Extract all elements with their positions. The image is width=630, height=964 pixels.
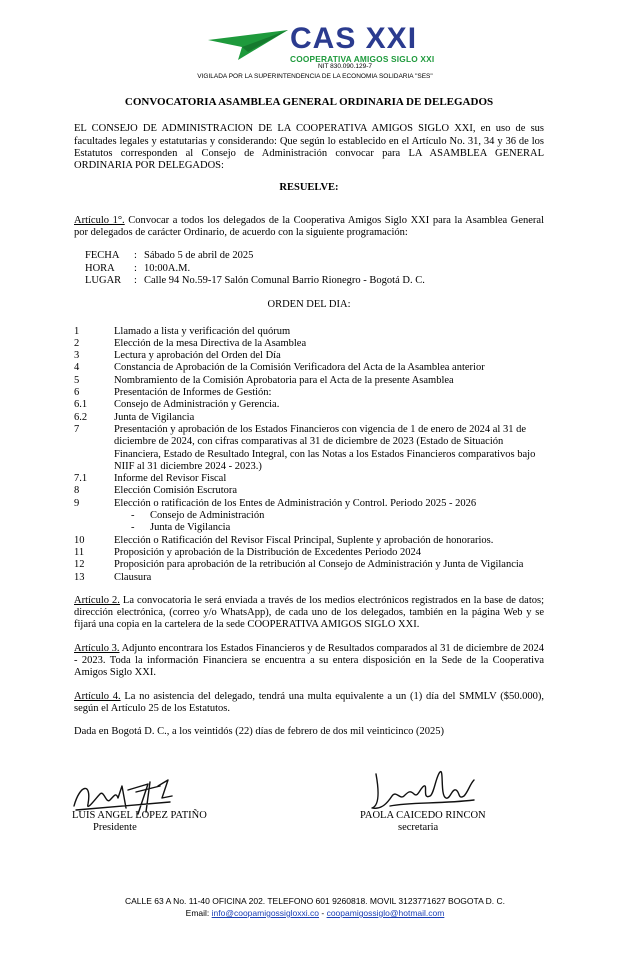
email-link-hotmail[interactable]: coopamigossiglo@hotmail.com bbox=[326, 908, 445, 918]
article-3-label: Artículo 3. bbox=[74, 642, 120, 654]
program-schedule bbox=[85, 250, 544, 287]
article-2-label: Artículo 2. bbox=[74, 594, 120, 606]
list-item: 10 Elección o Ratificación del Revisor Fiscal Principal, Suplente y aprobación de honorarios. bbox=[74, 534, 494, 546]
list-item: 11 Proposición y aprobación de la Distribución de Excedentes Periodo 2024 bbox=[74, 546, 422, 558]
article-4-text: La no asistencia del delegado, tendrá una multa equivalente a un (1) día del SMMLV ($50.000), según el Artículo 25 de los Estatutos. bbox=[74, 690, 544, 714]
footer bbox=[0, 895, 630, 919]
program-row-lugar: LUGAR : Calle 94 No.59-17 Salón Comunal Barrio Rionegro - Bogotá D. C. bbox=[85, 274, 425, 286]
article-1 bbox=[74, 215, 544, 240]
brand-subtitle: COOPERATIVA AMIGOS SIGLO XXI bbox=[290, 54, 435, 64]
list-item: 9 Elección o ratificación de los Entes de Administración y Control. Periodo 2025 - 2026 bbox=[74, 497, 477, 509]
article-4 bbox=[74, 691, 544, 716]
list-item: 6.2 Junta de Vigilancia bbox=[74, 411, 195, 423]
list-item: 1 Llamado a lista y verificación del quórum bbox=[74, 325, 291, 337]
signer-role: secretaria bbox=[398, 822, 439, 833]
footer-email: Email: info@coopamigossigloxxi.co - coopamigossiglo@hotmail.com bbox=[185, 908, 445, 918]
list-subitem: - Consejo de Administración bbox=[131, 510, 265, 522]
supervision-note: VIGILADA POR LA SUPERINTENDENCIA DE LA ECONOMIA SOLIDARIA "SES" bbox=[197, 73, 433, 80]
footer-address: CALLE 63 A No. 11-40 OFICINA 202. TELEFONO 601 9260818. MOVIL 3123771627 BOGOTA D. C. bbox=[124, 896, 506, 906]
program-label: FECHA bbox=[85, 250, 120, 262]
signer-name: LUIS ANGEL LOPEZ PATIÑO bbox=[72, 810, 207, 821]
email-link-info[interactable]: info@coopamigossigloxxi.co bbox=[211, 908, 320, 918]
list-item: 8 Elección Comisión Escrutora bbox=[74, 485, 238, 497]
document-body bbox=[74, 96, 544, 749]
list-item: 7.1 Informe del Revisor Fiscal bbox=[74, 473, 227, 485]
program-value: Calle 94 No.59-17 Salón Comunal Barrio Rionegro - Bogotá D. C. bbox=[144, 274, 425, 286]
article-2 bbox=[74, 595, 544, 632]
list-subitem: - Junta de Vigilancia bbox=[131, 522, 231, 534]
list-item: 3 Lectura y aprobación del Orden del Día bbox=[74, 350, 281, 362]
orden-del-dia-list bbox=[74, 326, 544, 584]
article-4-label: Artículo 4. bbox=[74, 690, 121, 702]
program-label: HORA bbox=[85, 262, 115, 274]
resuelve-heading: RESUELVE: bbox=[279, 182, 339, 194]
nit-number: NIT 830.090.129-7 bbox=[317, 63, 373, 70]
list-item: 6.1 Consejo de Administración y Gerencia. bbox=[74, 399, 280, 411]
article-1-text: Convocar a todos los delegados de la Cooperativa Amigos Siglo XXI para la Asamblea General por delegados de carácter Ordinario, de acuerdo con la siguiente programación: bbox=[74, 214, 544, 239]
list-item: 6 Presentación de Informes de Gestión: bbox=[74, 387, 272, 399]
list-item: 7 Presentación y aprobación de los Estados Financieros con vigencia de 1 de enero de 2024 al 31 de diciembre de 2024, con cifras comparativas al 31 de diciembre de 2023 (Estado de Situación Financiera, Estado de Resultado Integral, con las Notas a los Estados Financieros comparativos bajo NIIF al 31 diciembre 2024 - 2023.) bbox=[74, 423, 536, 472]
signature-left bbox=[72, 810, 207, 834]
list-item: 5 Nombramiento de la Comisión Aprobatoria para el Acta de la presente Asamblea bbox=[74, 374, 454, 386]
intro-paragraph: EL CONSEJO DE ADMINISTRACION DE LA COOPERATIVA AMIGOS SIGLO XXI, en uso de sus facultades legales y estatutarias y considerando: Que según lo establecido en el Artículo No. 31, 34 y 36 de los Estatutos corresponden al Consejo de Administración convocar para LA ASAMBLEA GENERAL ORDINARIA POR DELEGADOS: bbox=[74, 123, 544, 172]
signer-name: PAOLA CAICEDO RINCON bbox=[360, 810, 486, 821]
list-item: 12 Proposición para aprobación de la retribución al Consejo de Administración y Junta de Vigilancia bbox=[74, 559, 524, 571]
article-1-label: Artículo 1°. bbox=[74, 214, 125, 226]
logo-wing-icon bbox=[208, 30, 288, 60]
signature-right-image bbox=[370, 766, 480, 814]
signer-role: Presidente bbox=[93, 822, 137, 833]
document-title: CONVOCATORIA ASAMBLEA GENERAL ORDINARIA DE DELEGADOS bbox=[124, 96, 494, 108]
program-value: Sábado 5 de abril de 2025 bbox=[144, 250, 254, 262]
signature-right bbox=[360, 810, 486, 834]
list-item: 2 Elección de la mesa Directiva de la Asamblea bbox=[74, 337, 307, 349]
date-line: Dada en Bogotá D. C., a los veintidós (22) días de febrero de dos mil veinticinco (2025) bbox=[74, 726, 445, 738]
program-row-fecha: FECHA : Sábado 5 de abril de 2025 bbox=[85, 250, 254, 262]
article-2-text: La convocatoria le será enviada a través de los medios electrónicos registrados en la base de datos; dirección electrónica, (correo y/o WhatsApp), de cada uno de los delegados, también en la página Web y se fijará una copia en la cartelera de la sede COOPERATIVA AMIGOS SIGLO XXI. bbox=[74, 594, 544, 631]
list-item: 13 Clausura bbox=[74, 571, 152, 583]
orden-del-dia-heading: ORDEN DEL DIA: bbox=[267, 299, 351, 311]
letterhead bbox=[0, 18, 630, 86]
program-value: 10:00A.M. bbox=[144, 262, 191, 274]
program-row-hora: HORA : 10:00A.M. bbox=[85, 262, 191, 274]
article-3 bbox=[74, 643, 544, 680]
article-3-text: Adjunto encontrara los Estados Financieros y de Resultados comparados al 31 de diciembre de 2024 - 2023. Toda la información Financiera se encuentra a su entera disposición en la Sede de la Cooperativa Amigos Siglo XXI. bbox=[74, 642, 544, 679]
list-item: 4 Constancia de Aprobación de la Comisión Verificadora del Acta de la Asamblea anterior bbox=[74, 362, 485, 374]
program-label: LUGAR bbox=[85, 274, 122, 286]
brand-name: CAS XXI bbox=[290, 22, 418, 55]
